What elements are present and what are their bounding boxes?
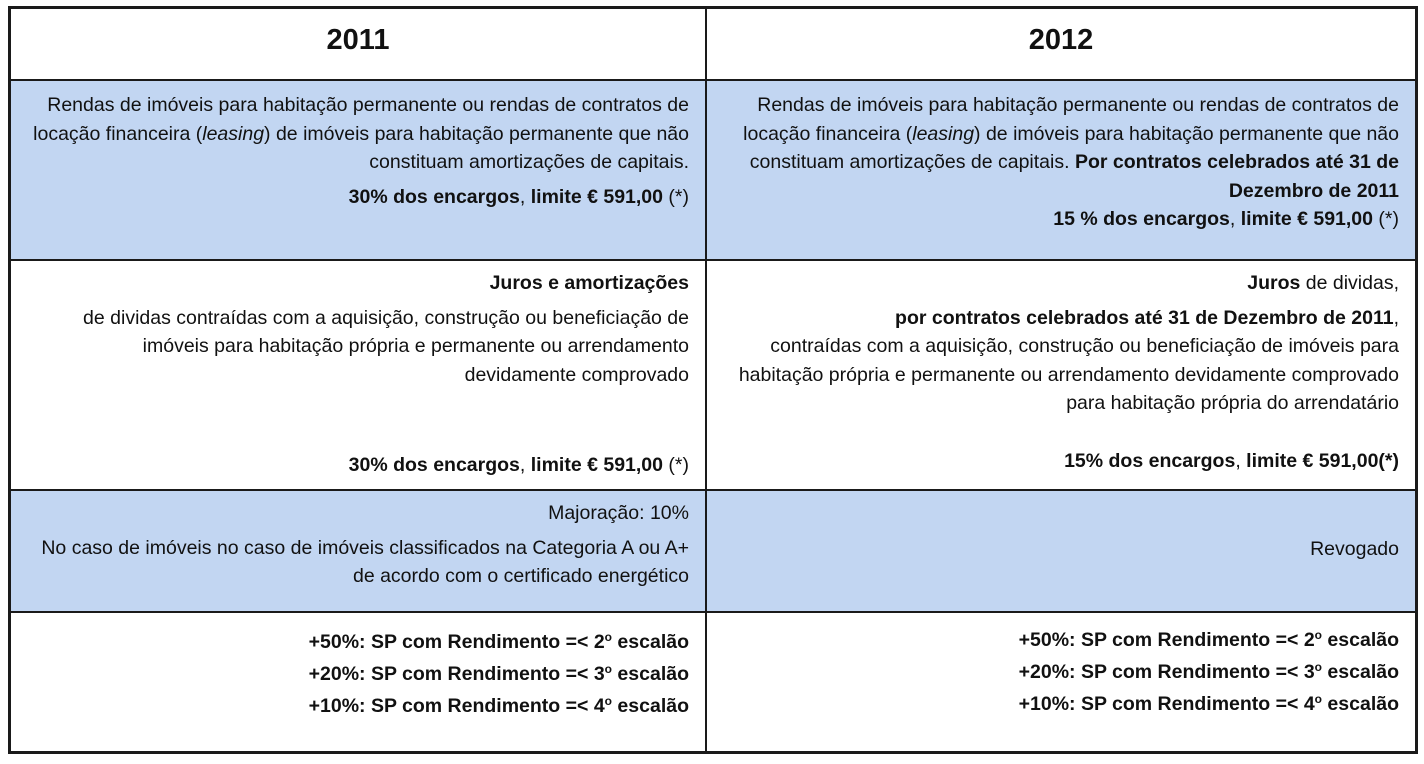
row2-2012-cell bbox=[707, 261, 1415, 489]
year-2011-label: 2011 bbox=[326, 24, 390, 56]
row1-2012-cell bbox=[707, 81, 1415, 259]
row3-2011-title: Majoração: 10% bbox=[548, 502, 689, 524]
row2-2012-limit: 15% dos encargos, limite € 591,00(*) bbox=[1064, 449, 1399, 472]
row3-2011-description: No caso de imóveis no caso de imóveis classificados na Categoria A ou A+ de acordo com o certificado energético bbox=[41, 536, 689, 587]
row2-2012-description: contraídas com a aquisição, construção ou beneficiação de imóveis para habitação própria e permanente ou arrendamento devidamente comprovado para habitação própria do arrendatário bbox=[738, 335, 1399, 414]
row1-2012-description: Rendas de imóveis para habitação permanente ou rendas de contratos de locação financeira (leasing) de imóveis para habitação permanente que não constituam amortizações de capitais. Por contratos celebrados até 31 de Dezembro de 2011 bbox=[743, 94, 1399, 202]
row2-2011-limit: 30% dos encargos, limite € 591,00 (*) bbox=[348, 453, 689, 476]
header-2011 bbox=[11, 9, 705, 79]
row4-2011-line-1: +50%: SP com Rendimento =< $2^o$ escalão bbox=[308, 630, 689, 653]
row4-2011-line-2: +20%: SP com Rendimento =< $3^o$ escalão bbox=[308, 662, 689, 685]
row2-2012-contract: por contratos celebrados até 31 de Dezembro de 2011, bbox=[895, 306, 1399, 329]
row1-2011-cell bbox=[11, 81, 705, 259]
column-divider bbox=[705, 9, 707, 751]
row4-2012-line-1: +50%: SP com Rendimento =< $2^o$ escalão bbox=[1018, 628, 1399, 651]
row3-2011-cell bbox=[11, 491, 705, 611]
header-2012 bbox=[707, 9, 1415, 79]
row2-2012-title: Juros de dividas, bbox=[1247, 272, 1399, 294]
row3-2012-cell bbox=[707, 491, 1415, 611]
row1-2012-limit: 15 % dos encargos, limite € 591,00 (*) bbox=[1053, 208, 1399, 230]
row4-2012-line-2: +20%: SP com Rendimento =< $3^o$ escalão bbox=[1018, 660, 1399, 683]
row4-2012-cell bbox=[707, 613, 1415, 751]
row2-2011-title: Juros e amortizações bbox=[489, 272, 689, 294]
row-divider-1 bbox=[11, 259, 1415, 261]
row1-2011-limit: 30% dos encargos, limite € 591,00 (*) bbox=[348, 185, 689, 208]
row2-2011-cell bbox=[11, 261, 705, 489]
year-2012-label: 2012 bbox=[1028, 24, 1094, 56]
row4-2011-line-3: +10%: SP com Rendimento =< $4^o$ escalão bbox=[308, 694, 689, 717]
row1-2011-description: Rendas de imóveis para habitação permanente ou rendas de contratos de locação financeira (leasing) de imóveis para habitação permanente que não constituam amortizações de capitais. bbox=[33, 94, 689, 173]
row-divider-header bbox=[11, 79, 1415, 81]
row-divider-3 bbox=[11, 611, 1415, 613]
row2-2011-description: de dividas contraídas com a aquisição, construção ou beneficiação de imóveis para habitação própria e permanente ou arrendamento devidamente comprovado bbox=[83, 306, 689, 386]
row4-2011-cell bbox=[11, 613, 705, 751]
comparison-table bbox=[8, 6, 1418, 754]
row-divider-2 bbox=[11, 489, 1415, 491]
row3-2012-revoked: Revogado bbox=[1310, 538, 1399, 560]
row4-2012-line-3: +10%: SP com Rendimento =< $4^o$ escalão bbox=[1018, 692, 1399, 715]
